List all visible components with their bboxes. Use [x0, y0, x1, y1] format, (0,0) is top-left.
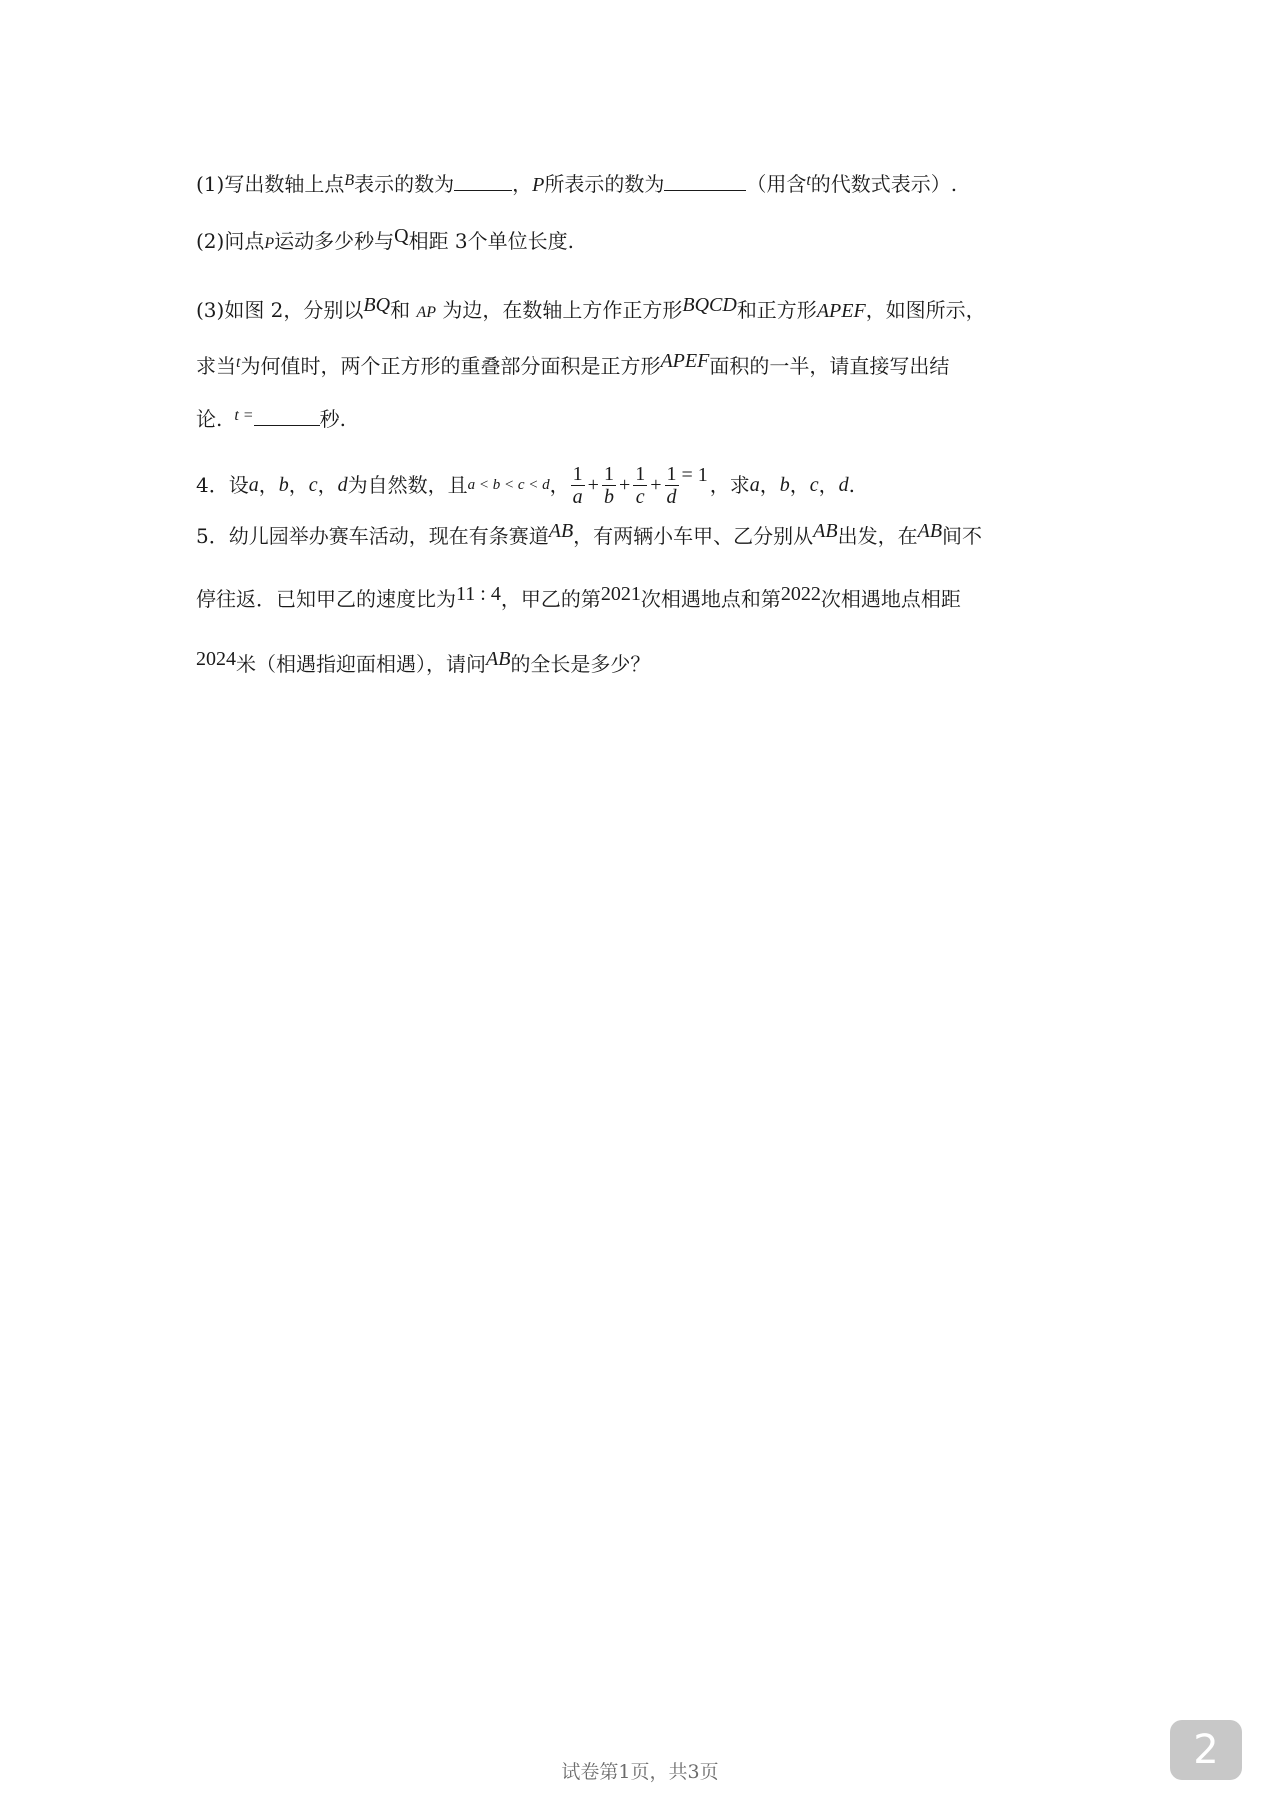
var-ab: AB	[917, 520, 943, 542]
text: ，甲乙的第	[500, 587, 601, 611]
text: 相距 3个单位长度.	[408, 229, 575, 253]
var-ab: AB	[486, 648, 511, 670]
text: 为自然数，且	[347, 473, 468, 497]
var-p: P	[264, 235, 275, 252]
text: 的代数式表示）.	[810, 172, 958, 196]
numerator: 1	[635, 462, 646, 485]
inequality: a < b < c < d	[467, 477, 550, 493]
numerator: 1	[666, 462, 677, 485]
question-5-line-3	[196, 650, 650, 679]
var-a: a	[749, 474, 760, 496]
separator: ，	[759, 473, 780, 497]
text: 论.	[196, 407, 223, 431]
var-bq: BQ	[363, 294, 391, 316]
text: 次相遇地点相距	[820, 587, 961, 611]
text: 间不	[942, 524, 983, 548]
page-number-badge[interactable]: 2	[1170, 1720, 1242, 1780]
var-d: d	[337, 474, 348, 496]
text: 求当	[196, 354, 236, 378]
var-b: b	[779, 474, 790, 496]
separator: ，	[258, 473, 279, 497]
text: 出发，在	[837, 524, 918, 548]
text: ，	[512, 172, 533, 196]
separator: ，	[789, 473, 810, 497]
denominator: b	[603, 485, 614, 508]
text: 和正方形	[736, 298, 817, 322]
text: （用含	[746, 172, 807, 196]
var-b: b	[278, 474, 289, 496]
var-ap: AP	[416, 304, 436, 321]
plus-sign: +	[618, 474, 631, 496]
speed-ratio: 11 : 4	[456, 583, 501, 605]
text: 和	[390, 298, 411, 322]
text: ，求	[709, 473, 750, 497]
text: ，	[549, 473, 570, 497]
question-5-line-2	[196, 585, 961, 614]
denominator: d	[666, 485, 677, 508]
page-footer: 试卷第1页，共3页	[561, 1761, 719, 1783]
text: 4．设	[196, 473, 249, 497]
text: 表示的数为	[354, 172, 455, 196]
var-ab: AB	[548, 520, 574, 542]
var-apef: APEF	[816, 300, 866, 322]
question-3-part-2	[196, 227, 574, 258]
denominator: c	[635, 485, 645, 508]
separator: ，	[818, 473, 839, 497]
var-b: B	[344, 172, 355, 189]
question-5-line-1	[196, 522, 982, 551]
var-p: P	[532, 174, 545, 196]
text: 所表示的数为	[544, 172, 665, 196]
text: (2)问点	[196, 229, 265, 253]
text: 为边，在数轴上方作正方形	[442, 298, 683, 322]
t-equals: t =	[234, 407, 254, 424]
var-a: a	[248, 474, 259, 496]
var-q: Q	[394, 225, 409, 247]
question-3-part-3-line-2	[196, 352, 949, 383]
number-2024: 2024	[196, 648, 236, 670]
text: 为何值时，两个正方形的重叠部分面积是正方形	[240, 354, 661, 378]
text: 的全长是多少？	[510, 652, 651, 676]
var-apef: APEF	[660, 350, 710, 372]
text: ，有两辆小车甲、乙分别从	[573, 524, 814, 548]
question-3-part-3-line-1	[196, 296, 986, 327]
var-c: c	[809, 474, 819, 496]
answer-blank[interactable]	[454, 172, 512, 191]
answer-blank[interactable]	[664, 172, 746, 191]
denominator: a	[572, 485, 583, 508]
separator: ，	[288, 473, 309, 497]
text: 米（相遇指迎面相遇），请问	[236, 652, 486, 676]
text: 秒.	[319, 407, 346, 431]
number-2021: 2021	[600, 583, 641, 605]
fraction-1-over-a	[571, 463, 585, 508]
text: 5．幼儿园举办赛车活动，现在有条赛道	[196, 524, 549, 548]
period: .	[848, 473, 856, 497]
text: 面积的一半，请直接写出结	[709, 354, 950, 378]
text: 停往返．已知甲乙的速度比为	[196, 587, 456, 611]
text: (1)写出数轴上点	[196, 172, 345, 196]
fraction-1-over-d	[665, 463, 679, 508]
question-3-part-1	[196, 170, 957, 201]
text: 次相遇地点和第	[640, 587, 781, 611]
fraction-1-over-c	[633, 463, 647, 508]
number-2022: 2022	[780, 583, 821, 605]
plus-sign: +	[650, 474, 662, 496]
question-4	[196, 450, 855, 520]
question-3-part-3-line-3	[196, 405, 346, 436]
separator: ，	[317, 473, 338, 497]
var-t: t	[236, 354, 241, 371]
plus-sign: +	[587, 474, 599, 496]
var-c: c	[308, 474, 318, 496]
equals-one: = 1	[681, 464, 708, 486]
text: ，如图所示，	[865, 298, 986, 322]
numerator: 1	[572, 462, 583, 485]
text: 运动多少秒与	[274, 229, 395, 253]
answer-blank[interactable]	[254, 407, 320, 426]
var-t: t	[806, 172, 811, 189]
var-d: d	[838, 474, 849, 496]
text: (3)如图 2，分别以	[196, 298, 364, 322]
var-bqcd: BQCD	[682, 294, 737, 316]
var-ab: AB	[813, 520, 838, 542]
numerator: 1	[603, 462, 614, 485]
fraction-1-over-b	[602, 463, 616, 508]
